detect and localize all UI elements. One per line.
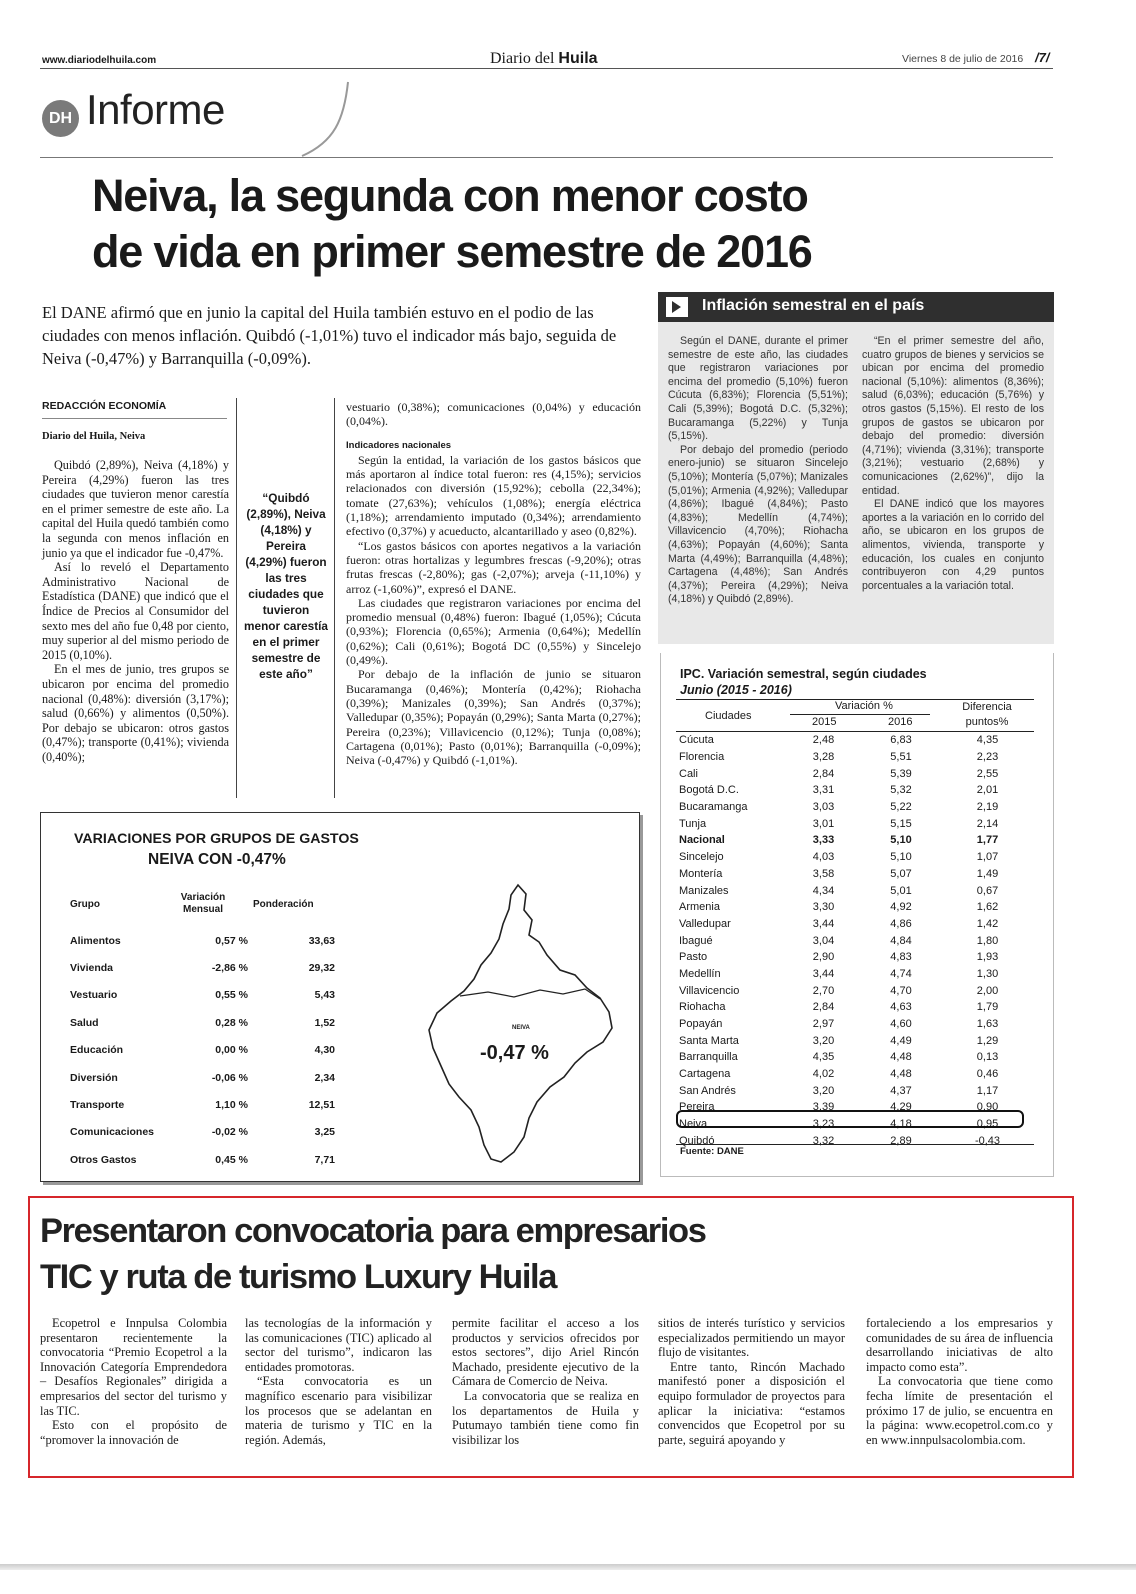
ipc-city: Neiva <box>679 1118 708 1131</box>
headline <box>92 168 1052 280</box>
ipc-city: Pasto <box>679 951 708 964</box>
headline-line-1: Neiva, la segunda con menor costo <box>92 170 808 221</box>
sidebar-header <box>658 292 1054 322</box>
paragraph: Por debajo del promedio (periodo enero-junio) se situaron Sincelejo (5,10%); Montería (5,07%); Manizales (5,01%); Armenia (4,92%); Valledupar (4,86%); Ibagué (4,84%); Pasto (4,83%); Medellín (4,74%); Villavicencio (4,70%); Riohacha (4,63%); Popayán (4,60%); Santa Marta (4,49%); Barranquilla (4,48%); Cartagena (4,48%); San Andrés (4,37%); Pereira (4,29%); Neiva (4,18%) y Quibdó (2,89%). <box>668 443 848 606</box>
ipc-variation-rule <box>790 714 930 715</box>
subhead: Indicadores nacionales <box>346 439 452 451</box>
story2-column-4 <box>658 1316 845 1447</box>
ipc-value: 3,32 <box>812 1134 835 1147</box>
ipc-value: 5,10 <box>890 851 912 864</box>
ipc-row <box>676 799 1034 816</box>
ipc-value: 5,01 <box>890 884 912 897</box>
groups-col-variation: Variación Mensual <box>180 892 226 915</box>
groups-table <box>70 927 335 1174</box>
ipc-city: Popayán <box>679 1018 723 1031</box>
ipc-row <box>676 1032 1034 1049</box>
pullquote: “Quibdó (2,89%), Neiva (4,18%) y Pereira (4,29%) fueron las tres ciudades que tuvieron menor carestía en el primer semestre de este año” <box>244 491 328 681</box>
newspaper-name: Diario del Huila <box>490 50 598 67</box>
ipc-value: 4,70 <box>890 984 912 997</box>
ipc-value: 4,92 <box>890 901 912 914</box>
headline-line-2: de vida en primer semestre de 2016 <box>92 226 812 277</box>
ipc-row <box>676 749 1034 766</box>
ipc-value: 5,22 <box>890 801 912 814</box>
ipc-value: 1,42 <box>976 917 999 930</box>
ipc-city: Santa Marta <box>679 1034 739 1047</box>
group-value: 5,43 <box>314 989 335 1002</box>
group-value: -2,86 % <box>211 962 248 975</box>
paragraph: vestuario (0,38%); comunicaciones (0,04%) y educación (0,04%). <box>346 400 641 429</box>
page-number: /7/ <box>1035 50 1050 65</box>
group-value: -0,02 % <box>211 1126 248 1139</box>
ipc-value: 3,20 <box>812 1034 835 1047</box>
group-value: 0,45 % <box>215 1153 248 1166</box>
ipc-value: 0,90 <box>976 1101 999 1114</box>
ipc-city: Nacional <box>679 834 725 847</box>
ipc-row <box>676 765 1034 782</box>
sidebar-column-left <box>668 335 848 607</box>
ipc-value: 3,03 <box>812 801 835 814</box>
ipc-value: 4,48 <box>890 1068 912 1081</box>
ipc-row <box>676 1082 1034 1099</box>
story2-column-1 <box>40 1316 227 1447</box>
group-value: 0,57 % <box>215 934 248 947</box>
ipc-row <box>676 866 1034 883</box>
ipc-value: 5,15 <box>890 817 912 830</box>
sidebar-column-right <box>862 335 1044 593</box>
paragraph: fortaleciendo a los empresarios y comunidades de su área de influencia desarrollando iniciativas de alto impacto como esta”. <box>866 1316 1053 1374</box>
ipc-row <box>676 899 1034 916</box>
ipc-col-difference: Diferencia puntos% <box>962 701 1012 728</box>
ipc-value: 4,03 <box>812 851 835 864</box>
group-value: 0,28 % <box>215 1016 248 1029</box>
scan-edge <box>0 1564 1136 1570</box>
ipc-city: Armenia <box>679 901 720 914</box>
story2-headline <box>40 1208 705 1300</box>
ipc-value: 0,95 <box>976 1118 999 1131</box>
group-row <box>70 1091 335 1118</box>
website: www.diariodelhuila.com <box>42 55 157 66</box>
ipc-row <box>676 815 1034 832</box>
ipc-col-variation: Variación % <box>835 700 893 712</box>
group-name: Otros Gastos <box>70 1153 137 1166</box>
ipc-city: Cúcuta <box>679 734 714 747</box>
ipc-value: 2,14 <box>976 817 999 830</box>
ipc-value: 2,90 <box>812 951 835 964</box>
paragraph: “Esta convocatoria es un magnífico escenario para visibilizar los procesos que se adelantan en materia de turismo y TIC en la región. Además, <box>245 1374 432 1447</box>
ipc-value: 3,28 <box>812 751 835 764</box>
group-value: 3,25 <box>314 1126 335 1139</box>
story2-column-5 <box>866 1316 1053 1447</box>
ipc-city: Valledupar <box>679 917 731 930</box>
group-row <box>70 927 335 954</box>
ipc-value: 4,37 <box>890 1084 912 1097</box>
group-name: Vivienda <box>70 962 113 975</box>
ipc-city: Quibdó <box>679 1134 715 1147</box>
article-column-1 <box>42 458 229 764</box>
article-column-2 <box>346 400 641 767</box>
ipc-value: 0,67 <box>976 884 999 897</box>
ipc-value: 3,44 <box>812 917 835 930</box>
group-name: Educación <box>70 1044 124 1057</box>
ipc-table-subtitle: Junio (2015 - 2016) <box>680 683 792 697</box>
ipc-city: Bogotá D.C. <box>679 784 739 797</box>
byline-place: Diario del Huila, Neiva <box>42 431 146 442</box>
ipc-city: Tunja <box>679 817 707 830</box>
ipc-value: 4,35 <box>812 1051 835 1064</box>
ipc-value: 2,23 <box>976 751 999 764</box>
ipc-value: 4,86 <box>890 917 912 930</box>
group-name: Alimentos <box>70 934 121 947</box>
ipc-value: 1,49 <box>976 867 999 880</box>
paragraph: las tecnologías de la información y las comunicaciones (TIC) aplicado al sector del turismo”, indicaron las entidades promotoras. <box>245 1316 432 1374</box>
group-value: 1,10 % <box>215 1099 248 1112</box>
group-row <box>70 1119 335 1146</box>
ipc-value: 5,07 <box>890 867 912 880</box>
ipc-source: Fuente: DANE <box>680 1146 744 1157</box>
ipc-value: 1,30 <box>976 967 999 980</box>
ipc-row <box>676 882 1034 899</box>
ipc-value: 1,79 <box>976 1001 999 1014</box>
story2-headline-line-2: TIC y ruta de turismo Luxury Huila <box>40 1258 556 1296</box>
ipc-value: 4,63 <box>890 1001 912 1014</box>
ipc-city: Manizales <box>679 884 729 897</box>
ipc-value: 0,46 <box>976 1068 999 1081</box>
ipc-city: Cartagena <box>679 1068 731 1081</box>
ipc-value: 3,30 <box>812 901 835 914</box>
groups-title: VARIACIONES POR GRUPOS DE GASTOS <box>74 831 359 847</box>
ipc-value: 5,32 <box>890 784 912 797</box>
ipc-value: 5,10 <box>890 834 912 847</box>
group-value: 0,00 % <box>215 1044 248 1057</box>
ipc-value: 3,44 <box>812 967 835 980</box>
paragraph: Esto con el propósito de “promover la innovación de <box>40 1418 227 1447</box>
ipc-value: 3,01 <box>812 817 835 830</box>
arrow-icon <box>666 297 688 317</box>
ipc-city: Bucaramanga <box>679 801 748 814</box>
section-swash <box>300 80 360 160</box>
ipc-city: Medellín <box>679 967 721 980</box>
ipc-value: 1,77 <box>976 834 999 847</box>
ipc-value: 4,29 <box>890 1101 912 1114</box>
ipc-table <box>676 732 1034 1149</box>
paragraph: permite facilitar el acceso a los productos y servicios ofrecidos por estos sectores”, dijo Ariel Rincón Machado, presidente ejecutivo de la Cámara de Comercio de Neiva. <box>452 1316 639 1389</box>
paragraph: Entre tanto, Rincón Machado manifestó poner a disposición el equipo formulador de proyectos para aplicar la iniciativa: “estamos convencidos que Ecopetrol por su parte, seguirá apoyando y <box>658 1359 845 1447</box>
ipc-value: 2,70 <box>812 984 835 997</box>
ipc-value: 1,80 <box>976 934 999 947</box>
ipc-value: 4,34 <box>812 884 835 897</box>
ipc-row <box>676 832 1034 849</box>
neiva-highlight-frame <box>676 1110 1024 1128</box>
ipc-col-city: Ciudades <box>705 710 752 722</box>
paragraph: Quibdó (2,89%), Neiva (4,18%) y Pereira (4,29%) fueron las tres ciudades que tuvieron menor carestía en el primer semestre de este año. La capital del Huila quedó también como la segunda con menos inflación en junio ya que el indicador fue -0,47%. <box>42 458 229 560</box>
ipc-value: 6,83 <box>890 734 912 747</box>
group-value: 29,32 <box>308 962 335 975</box>
paragraph: Las ciudades que registraron variaciones por encima del promedio mensual (0,48%) fueron: Ibagué (1,05%); Cúcuta (0,93%); Florencia (0,65%); Armenia (0,64%); Medellín (0,62%); Cali (0,61%); Bogotá DC (0,55%) y Sincelejo (0,49%). <box>346 595 641 668</box>
group-value: 12,51 <box>308 1099 335 1112</box>
ipc-row <box>676 782 1034 799</box>
ipc-bottom-rule <box>676 1144 1034 1145</box>
group-value: 33,63 <box>308 934 335 947</box>
map-value: -0,47 % <box>480 1042 549 1064</box>
byline-rule <box>42 418 227 419</box>
ipc-value: -0,43 <box>974 1134 1001 1147</box>
lead-paragraph: El DANE afirmó que en junio la capital del Huila también estuvo en el podio de las ciudades con menos inflación. Quibdó (-1,01%) tuvo el indicador más bajo, seguida de Neiva (-0,47%) y Barranquilla (-0,09%). <box>42 303 617 368</box>
ipc-value: 2,84 <box>812 1001 835 1014</box>
ipc-row <box>676 1049 1034 1066</box>
map-label: NEIVA <box>512 1025 530 1031</box>
group-row <box>70 982 335 1009</box>
ipc-value: 1,17 <box>976 1084 999 1097</box>
ipc-city: Ibagué <box>679 934 713 947</box>
ipc-value: 3,20 <box>812 1084 835 1097</box>
ipc-value: 2,48 <box>812 734 835 747</box>
issue-date: Viernes 8 de julio de 2016 <box>902 53 1024 65</box>
ipc-value: 1,63 <box>976 1018 999 1031</box>
ipc-value: 4,49 <box>890 1034 912 1047</box>
group-value: 0,55 % <box>215 989 248 1002</box>
ipc-value: 4,84 <box>890 934 912 947</box>
ipc-value: 3,04 <box>812 934 835 947</box>
paragraph: En el mes de junio, tres grupos se ubicaron por encima del promedio nacional (0,48%): diversión (3,17%); salud (0,66%) y alimentos (0,50%). Por debajo se ubicaron: otros gastos (0,47%); transporte (0,41%); vivienda (0,40%); <box>42 662 229 764</box>
ipc-row <box>676 916 1034 933</box>
ipc-value: 3,39 <box>812 1101 835 1114</box>
group-value: 4,30 <box>314 1044 335 1057</box>
ipc-value: 2,97 <box>812 1018 835 1031</box>
group-name: Vestuario <box>70 989 118 1002</box>
story2-headline-line-1: Presentaron convocatoria para empresarios <box>40 1212 706 1250</box>
ipc-row <box>676 849 1034 866</box>
ipc-city: Sincelejo <box>679 851 724 864</box>
pullquote-rule-right <box>334 398 335 798</box>
ipc-city: Florencia <box>679 751 725 764</box>
ipc-value: 1,93 <box>976 951 999 964</box>
group-row <box>70 1009 335 1036</box>
paragraph: La convocatoria que tiene como fecha límite de presentación el próximo 17 de julio, se encuentra en la página: www.ecopetrol.com.co y en www.innpulsacolombia.com. <box>866 1374 1053 1447</box>
story2-column-2 <box>245 1316 432 1447</box>
group-row <box>70 954 335 981</box>
ipc-table-title: IPC. Variación semestral, según ciudades <box>680 667 927 681</box>
ipc-value: 4,74 <box>890 967 912 980</box>
ipc-value: 4,35 <box>976 734 999 747</box>
ipc-value: 2,01 <box>976 784 999 797</box>
ipc-city: Pereira <box>679 1101 715 1114</box>
paragraph: Por debajo de la inflación de junio se situaron Bucaramanga (0,46%); Montería (0,42%); Riohacha (0,39%); Manizales (0,39%); San Andrés (0,37%); Valledupar (0,35%); Popayán (0,29%); Santa Marta (0,27%); Pereira (0,23%); Villavicencio (0,12%); Tunja (0,08%); Cartagena (0,01%); Pasto (0,01%); Barranquilla (-0,09%); Neiva (-0,47%) y Quibdó (-1,01%). <box>346 667 641 768</box>
ipc-value: 4,02 <box>812 1068 835 1081</box>
ipc-value: 1,29 <box>976 1034 999 1047</box>
groups-subtitle: NEIVA CON -0,47% <box>148 851 286 868</box>
ipc-value: 1,07 <box>976 851 999 864</box>
ipc-value: 4,48 <box>890 1051 912 1064</box>
ipc-city: Riohacha <box>679 1001 726 1014</box>
ipc-row <box>676 932 1034 949</box>
groups-col-weight: Ponderación <box>253 899 314 910</box>
group-value: 7,71 <box>314 1153 335 1166</box>
paragraph: Ecopetrol e Innpulsa Colombia presentaron recientemente la convocatoria “Premio Ecopetrol a la Innovación Categoría Emprendedora – Desafíos Regionales” dirigida a empresarios del sector del turismo y las TIC. <box>40 1316 227 1418</box>
paragraph: “En el primer semestre del año, cuatro grupos de bienes y servicios se ubican por encima del promedio nacional (5,10%): alimentos (8,36%); salud (6,03%); educación (5,76%) y otros gastos (5,15%). El resto de los grupos de gastos se ubicaron por debajo del promedio: diversión (4,71%); vivienda (3,31%); transporte (3,21%); vestuario (2,68%) y comunicaciones (2,62%)”, dijo la entidad. <box>862 335 1044 497</box>
paragraph: sitios de interés turístico y servicios especializados permitiendo un mayor flujo de visitantes. <box>658 1316 845 1360</box>
group-name: Transporte <box>70 1099 125 1112</box>
paragraph: El DANE indicó que los mayores aportes a la variación en lo corrido del año, se ubicaron en los grupos de alimentos, vivienda, transporte y educación, los cuales en conjunto contribuyeron con 4,29 puntos porcentuales a la variación total. <box>862 498 1044 592</box>
ipc-row <box>676 966 1034 983</box>
groups-col-group: Grupo <box>70 899 100 910</box>
ipc-value: 2,00 <box>976 984 999 997</box>
ipc-value: 3,58 <box>812 867 835 880</box>
ipc-value: 3,33 <box>812 834 835 847</box>
ipc-row <box>676 999 1034 1016</box>
group-row <box>70 1037 335 1064</box>
ipc-value: 4,60 <box>890 1018 912 1031</box>
group-value: 1,52 <box>314 1016 335 1029</box>
paragraph: La convocatoria que se realiza en los departamentos de Huila y Putumayo también tiene como fin visibilizar los <box>452 1388 639 1447</box>
ipc-row <box>676 1066 1034 1083</box>
ipc-value: 5,51 <box>890 751 912 764</box>
group-value: -0,06 % <box>211 1071 248 1084</box>
pullquote-rule-left <box>236 398 237 798</box>
section-logo: DH <box>42 100 79 137</box>
paragraph: Según la entidad, la variación de los gastos básicos que más aportaron al índice total fueron: res (4,15%); servicios relacionados con diversión (15,92%); cebolla (22,34%); tomate (27,63%); vehículos (1,08%); energía eléctrica (1,18%); arrendamiento imputado (0,34%); arrendamiento efectivo (0,37%) y acueducto, alcantarillado y aseo (0,82%). <box>346 452 641 539</box>
ipc-value: 2,84 <box>812 767 835 780</box>
sidebar-title: Inflación semestral en el país <box>702 297 925 314</box>
masthead-rule <box>40 68 1053 69</box>
ipc-value: 3,23 <box>812 1118 835 1131</box>
ipc-col-2016: 2016 <box>888 716 913 728</box>
ipc-city: Barranquilla <box>679 1051 738 1064</box>
ipc-city: Cali <box>679 767 698 780</box>
ipc-city: Villavicencio <box>679 984 740 997</box>
ipc-city: San Andrés <box>679 1084 736 1097</box>
ipc-value: 5,39 <box>890 767 912 780</box>
ipc-value: 2,55 <box>976 767 999 780</box>
group-name: Salud <box>70 1016 99 1029</box>
ipc-value: 1,62 <box>976 901 999 914</box>
group-value: 2,34 <box>314 1071 335 1084</box>
ipc-value: 2,19 <box>976 801 999 814</box>
paragraph: “Los gastos básicos con aportes negativos a la variación fueron: otras hortalizas y legumbres frescas (-9,20%); otras frutas frescas (-2,80%); gas (-2,07%); arveja (-11,10%) y arroz (-1,60%)”, expresó el DANE. <box>346 538 641 596</box>
paragraph: Según el DANE, durante el primer semestre de este año, las ciudades que registraron variaciones por encima del promedio (5,10%) fueron Cúcuta (6,83%); Florencia (5,51%); Cali (5,39%); Bogotá D.C. (5,32%); Bucaramanga (5,22%) y Tunja (5,15%). <box>668 335 848 443</box>
ipc-value: 0,13 <box>976 1051 999 1064</box>
ipc-row <box>676 732 1034 749</box>
ipc-value: 4,18 <box>890 1118 912 1131</box>
story2-column-3 <box>452 1316 639 1447</box>
ipc-row <box>676 982 1034 999</box>
section-rule <box>40 157 1053 158</box>
group-name: Diversión <box>70 1071 118 1084</box>
ipc-col-2015: 2015 <box>812 716 837 728</box>
group-row <box>70 1146 335 1173</box>
ipc-value: 3,31 <box>812 784 835 797</box>
ipc-city: Montería <box>679 867 723 880</box>
ipc-row <box>676 949 1034 966</box>
byline-author: REDACCIÓN ECONOMÍA <box>42 400 167 412</box>
group-row <box>70 1064 335 1091</box>
ipc-value: 2,89 <box>890 1134 912 1147</box>
ipc-row <box>676 1016 1034 1033</box>
section-title: Informe <box>86 86 225 133</box>
group-name: Comunicaciones <box>70 1126 155 1139</box>
paragraph: Así lo reveló el Departamento Administrativo Nacional de Estadística (DANE) que indicó que el Índice de Precios al Consumidor del sexto mes del año fue 0,48 por ciento, muy superior al del mismo periodo de 2015 (0,10%). <box>42 560 229 662</box>
ipc-value: 4,83 <box>890 951 912 964</box>
